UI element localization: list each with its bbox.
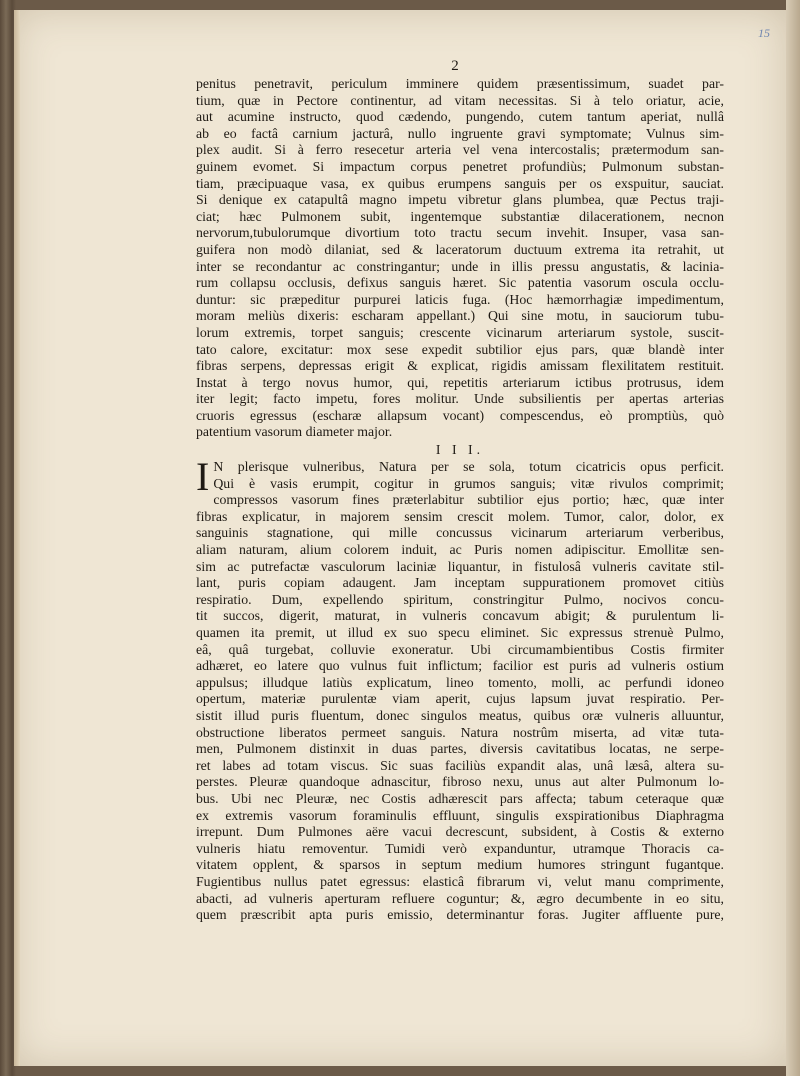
text-line: obstructione liberatos permeet sanguis. Natura nostrûm miserta, ad vitæ tuta-	[196, 724, 724, 740]
text-line: vitatem opplent, & sparsos in septum medium humores stringunt fugantque.	[196, 857, 724, 873]
text-line: compressos vasorum fines præterlabitur subtilior ejus portio; hæc, quæ inter	[213, 492, 724, 508]
text-line: Si denique ex catapultâ magno impetu vibretur glans plumbea, quæ Pectus traji-	[196, 192, 724, 208]
text-line: respiratio. Dum, expellendo spiritum, constringitur Pulmo, nocivos concu-	[196, 591, 724, 607]
text-line: Instat à tergo novus humor, qui, repetitis arteriarum ictibus protrusus, idem	[196, 374, 724, 390]
text-line: sistit illud puris fluentum, donec singulos meatus, quibus oræ vulneris alluuntur,	[196, 707, 724, 723]
text-line: fibras explicatur, in majorem sensim crescit molem. Tumor, calor, dolor, ex	[196, 508, 724, 524]
paragraph-2	[196, 454, 724, 924]
text-line: plex audit. Si à ferro resecetur arteria vel vena intercostalis; prætermodum san-	[196, 142, 724, 158]
text-line: ciat; hæc Pulmonem subit, ingentemque substantiæ dilacerationem, necnon	[196, 208, 724, 224]
text-line: quem præscribit apta puris emissio, determinantur foras. Jugiter affluente pure,	[196, 907, 724, 923]
text-line: opertum, materiæ purulentæ viam aperit, cujus lapsum juvat respiratio. Per-	[196, 691, 724, 707]
text-line: sim ac putrefactæ vasculorum laciniæ liquantur, in fistulosâ vulneris cavitate stil-	[196, 558, 724, 574]
text-line: N plerisque vulneribus, Natura per se sola, totum cicatricis opus perficit.	[213, 459, 724, 475]
text-line: men, Pulmonem distinxit in duas partes, diversis cavitatibus locatas, ne serpe-	[196, 741, 724, 757]
text-line: vulneris hiatu removentur. Tumidi verò expanduntur, utramque Thoracis ca-	[196, 840, 724, 856]
section-heading: I I I.	[435, 442, 485, 458]
text-line: eâ, quâ turgebat, colluvie exoneratur. Ubi circumambientibus Costis firmiter	[196, 641, 724, 657]
text-line: adhæret, eo latere quo vulnus fuit inflictum; facilior est puris ad vulneris ostium	[196, 658, 724, 674]
text-line: tato calore, excitatur: mox sese expedit subtilior ejus pars, quæ blandè inter	[196, 341, 724, 357]
text-line: aut acumine instructo, quod cædendo, pungendo, cutem tantum aperiat, nullâ	[196, 109, 724, 125]
text-line: appulsus; illudque latiùs explicatum, lineo tomento, molli, ac perfundi idoneo	[196, 674, 724, 690]
text-line: lant, puris copiam adaugent. Jam inceptam suppurationem promovet citiùs	[196, 575, 724, 591]
text-line: ret labes ad totam viscus. Sic suas faciliùs expandit alas, unâ læsâ, altera su-	[196, 757, 724, 773]
text-line: iter legit; facto impetu, fores molitur. Unde subsilientis per apertas arterias	[196, 391, 724, 407]
text-line: fibras serpens, depressas erigit & explicat, rigidis amissam flexilitatem restituit.	[196, 358, 724, 374]
text-line: guifera non modò dilaniat, sed & laceratorum ductuum extrema ita retrahit, ut	[196, 241, 724, 257]
text-line: tium, quæ in Pectore continentur, ad vitam necessitas. Si à telo oriatur, acie,	[196, 92, 724, 108]
text-line: guinem evomet. Si impactum corpus penetret profundiùs; Pulmonum substan-	[196, 158, 724, 174]
text-line: sanguinis stagnatione, qui mille concussus vicinarum arteriarum verberibus,	[196, 525, 724, 541]
corner-pencil-mark: 15	[758, 26, 770, 40]
text-line: aliam naturam, alium colorem induit, ac Puris nomen adipiscitur. Emollitæ sen-	[196, 542, 724, 558]
text-line: tit succos, digerit, maturat, in vulneris concavum abigit; & purulentum li-	[196, 608, 724, 624]
text-line: inter se recondantur ac constringantur; unde in illis pressu angustatis, & lacinia-	[196, 258, 724, 274]
text-line: patentium vasorum diameter major.	[196, 424, 393, 440]
text-line: nervorum,tubulorumque divortium toto tractu secum invehit. Insuper, vasa san-	[196, 225, 724, 241]
text-line: ex extremis vasorum foraminulis effluunt, singulis exspirationibus Diaphragma	[196, 807, 724, 823]
text-line: perstes. Pleuræ quandoque adnascitur, fibroso nexu, unus aut alter Pulmonum lo-	[196, 774, 724, 790]
text-line: lorum extremis, torpet sanguis; crescente vicinarum arteriarum systole, suscit-	[196, 324, 724, 340]
text-line: irrepunt. Dum Pulmones aëre vacui decrescunt, subsident, à Costis & externo	[196, 824, 724, 840]
text-line: duntur: sic præpeditur purpurei laticis fuga. (Hoc hæmorrhagiæ impedimentum,	[196, 291, 724, 307]
body-text	[196, 76, 724, 924]
text-line: abacti, ad vulneris aperturam refluere coguntur; &, ægro decumbente in eo situ,	[196, 890, 724, 906]
text-line: penitus penetravit, periculum imminere quidem præsentissimum, suadet par-	[196, 76, 724, 91]
adjacent-page-edge	[786, 0, 800, 1076]
text-line: bus. Ubi nec Pleuræ, nec Costis adhærescit pars affecta; tabum ceteraque quæ	[196, 790, 724, 806]
text-line: moram meliùs dixeris: escharam appellant.) Qui sine motu, in sauciorum tubu-	[196, 308, 724, 324]
drop-cap: I	[196, 454, 210, 500]
text-line: cruoris egressus (escharæ allapsum vocant) compescendus, eò promptiùs, quò	[196, 407, 724, 423]
text-line: Fugientibus nullus patet egressus: elasticâ fibrarum vi, velut manu comprimente,	[196, 873, 724, 889]
text-line: rum collapsu occlusis, defixus sanguis hæret. Sic patentia vasorum oscula occlu-	[196, 275, 724, 291]
text-line: Qui è vasis erumpit, cogitur in grumos sanguis; vitæ rivulos comprimit;	[213, 475, 724, 491]
paragraph-1	[196, 76, 724, 441]
text-line: tiam, præcipuaque vasa, ex quibus erumpens sanguis per os exspuitur, sauciat.	[196, 175, 724, 191]
page-number: 2	[451, 58, 459, 74]
page-gutter	[14, 10, 20, 1066]
text-line: quamen ita premit, ut illud ex suo specu eliminet. Sic expressus strenuè Pulmo,	[196, 625, 724, 640]
text-line: ab eo factâ carnium jacturâ, nullo ingruente gravi symptomate; Vulnus sim-	[196, 125, 724, 141]
